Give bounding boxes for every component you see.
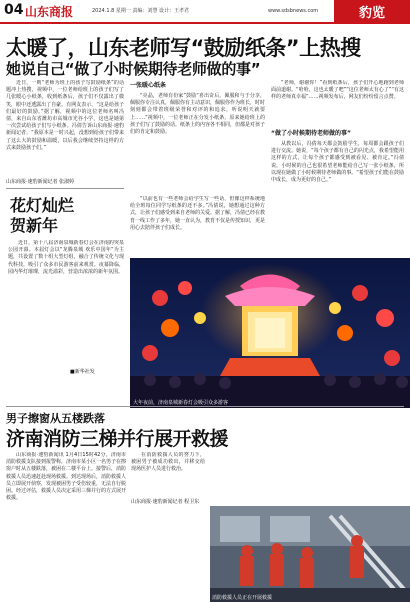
bottom-headline: 济南消防三梯并行展开救援 [6,428,229,450]
lantern-caption: 大年夜前，济南泉城新春灯会吸引众多游客 [133,400,229,406]
subheading-paper-note: 一张暖心纸条 [130,82,167,89]
article-col2-text: “亮晶，老师有份家”鼓励“喜出奇后，佩服和与于分享，佩服你专注认真，佩服你有主动意识，佩服你作为班长，时时刻刻都会带着班级荣誉和对评的和追求，听说明天就要上……”视频中，一位老师正在分发小纸条，原来她给班上的孩子们写了鼓励的话。纸条上的内容各不相同，但都是对孩子们的肯定和鼓励。 [130,93,265,136]
divider [6,188,124,189]
article-col3: “老师，谢谢你！”看到纸条后，孩子们开心地跑到老师面前道谢。“哈哈，这也太暖了吧”“这位老师太有心了”“有这样的老师真幸福”……视频发布后，网友们纷纷留言点赞。 [271,80,404,101]
header-url: www.sdsbnews.com [268,8,319,14]
side-headline [10,196,74,236]
article-col2b: “以前也有一些老师会给学生写一些话，但像这样系统地给全班每位同学写纸条的还不多。”冯倩说，她想通过这种方式，让孩子们感受到来自老师的关爱。据了解，冯倩已经在教育一线工作了多年，她一直认为，教育不仅是传授知识，更是用心去陪伴孩子们成长。 [130,196,265,231]
page-number: 04 [4,2,24,18]
main-headline: 太暖了，山东老师写“鼓励纸条”上热搜 [6,36,361,60]
side-credit: ■新华社发 [70,369,95,375]
article-col4-text: 从教以后，冯倩每天都会鼓励学生，每周都会跟孩子们进行交流。她说，“每个孩子都有自己的闪光点，我希望能用这样的方式，让每个孩子都感受到被看见、被肯定。”冯倩说，小时候的自己也很希望老师能给自己写一张小纸条，所以现在她做了小时候期待老师做的事。“希望孩子们能在鼓励中成长，成为更好的自己。” [271,141,404,184]
article-credit: 山东商报·速豹新闻记者 张淑婷 [6,179,75,185]
header-meta: 2024.1.8 星期一 责编：刘慧 设计：王孝君 [92,8,190,14]
bottom-pre-title: 男子擦窗从五楼跌落 [6,412,105,425]
rescue-caption: 消防救援人员正在开展救援 [212,595,273,601]
subheading-childhood: “做了小时候期待老师做的事” [271,130,351,137]
side-headline-line2: 贺新年 [10,216,59,235]
article-col1: 近日，一则“老师为班上的孩子写鼓励纸条”的话题冲上热搜，视频中，一位老师给班上的孩子们写了几张暖心小纸条，收到纸条后，孩子们不仅露出了微笑，眼中还透露出了自豪。有网友表示，“这是给孩子们最好的鼓励。”据了解，视频中的这位老师名叫冯倩，来自山东省潍坊市高城市光谷小学，这也是她第一次尝试给孩子们写小纸条。冯倩告诉山东商报·速豹新闻记者，“我原本是一时兴起，没想到给孩子们带来了这么大的鼓励和温暖，以后我会继续坚持这样的方式来鼓励孩子们。” [6,80,124,151]
section-divider [6,406,404,407]
side-text: 近日，第十八届济南泉城新春灯会在济南趵突泉公园开幕。本届灯会以“龙腾泉城 欢乐中国年”为主题，共设置了数十组大型灯组，融合了传统文化与现代科技，吸引了众多市民游客前来观赏。夜幕降临，园内华灯璀璨，流光溢彩，营造出浓浓的新年氛围。 [8,240,124,275]
lantern-photo [130,258,410,408]
header-rule [0,22,410,24]
rescue-photo [210,506,410,602]
side-headline-line1: 花灯灿烂 [10,196,75,215]
bottom-credit: 山东商报·速豹新闻记者 程卫东 [131,499,200,505]
brand-logo: 豹览 [334,0,410,22]
bottom-col2: 在消防救援人员的努力下，被困男子被成功救出，并移交给现场医护人员进行救治。 [131,452,205,473]
article-col4 [271,128,404,262]
bottom-col1: 山东商报·速豹新闻讯 1月4日15时42分，济南市消防救援支队接到报警称，济南市某小区一名男子在擦窗户时从五楼跌落，被困在二楼平台上。接警后，消防救援人员迅速赶赴现场救援。到达现场后，消防救援人员立即展开侦察，发现被困男子受伤较重，无法自行脱困。经过评估，救援人员决定采用三梯并行的方式展开救援。 [6,452,126,502]
main-subheadline: 她说自己“做了小时候期待老师做的事” [6,60,261,78]
section-name: 山东商报 [25,5,74,19]
